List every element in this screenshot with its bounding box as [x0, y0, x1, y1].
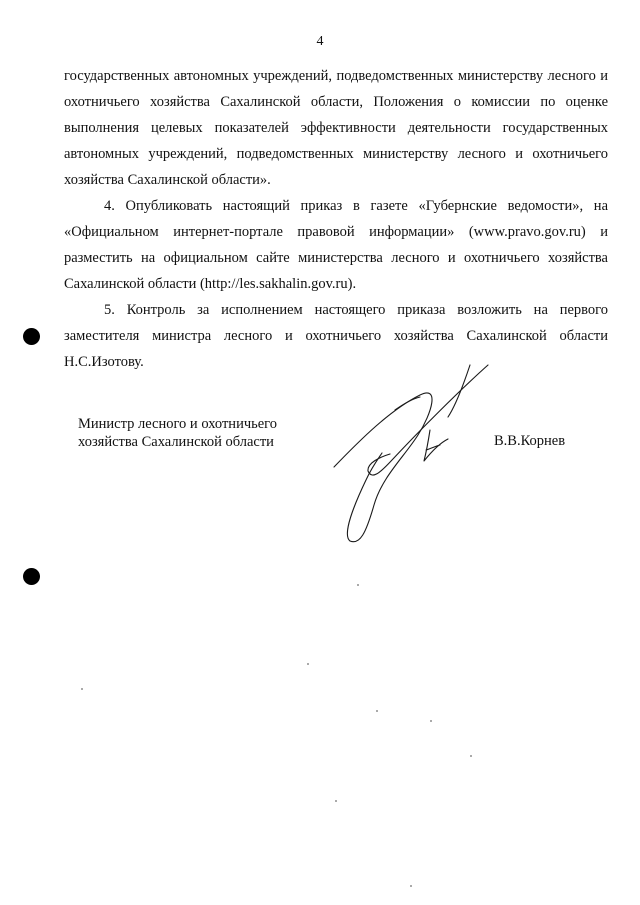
page-number: 4	[316, 34, 324, 49]
signatory-position	[78, 415, 277, 451]
paragraph-item-5: 5. Контроль за исполнением настоящего приказа возложить на первого заместителя министра лесного и охотничьего хозяйства Сахалинской области Н.С.Изотову.	[64, 302, 608, 370]
signatory-position-line2: хозяйства Сахалинской области	[78, 434, 274, 450]
punch-hole-mark	[23, 568, 40, 585]
punch-hole-mark	[23, 328, 40, 345]
scan-speck	[410, 885, 412, 887]
scan-speck	[470, 755, 472, 757]
signatory-position-line1: Министр лесного и охотничьего	[78, 416, 277, 432]
scan-speck	[357, 584, 359, 586]
document-body	[64, 63, 608, 375]
scan-speck	[430, 720, 432, 722]
paragraph-item-4: 4. Опубликовать настоящий приказ в газете «Губернские ведомости», на «Официальном интернет-портале правовой информации» (www.pravo.gov.ru) и разместить на официальном сайте министерства лесного и охотничьего хозяйства Сахалинской области (http://les.sakhalin.gov.ru).	[64, 198, 608, 292]
scan-speck	[307, 663, 309, 665]
scan-speck	[335, 800, 337, 802]
scan-speck	[376, 710, 378, 712]
signatory-name: В.В.Корнев	[494, 433, 566, 449]
scan-speck	[81, 688, 83, 690]
paragraph-continuation: государственных автономных учреждений, подведомственных министерству лесного и охотничьего хозяйства Сахалинской области, Положения о комиссии по оценке выполнения целевых показателей эффективности деятельности государственных автономных учреждений, подведомственных министерству лесного и охотничьего хозяйства Сахалинской области».	[64, 68, 608, 188]
handwritten-signature	[320, 355, 500, 555]
